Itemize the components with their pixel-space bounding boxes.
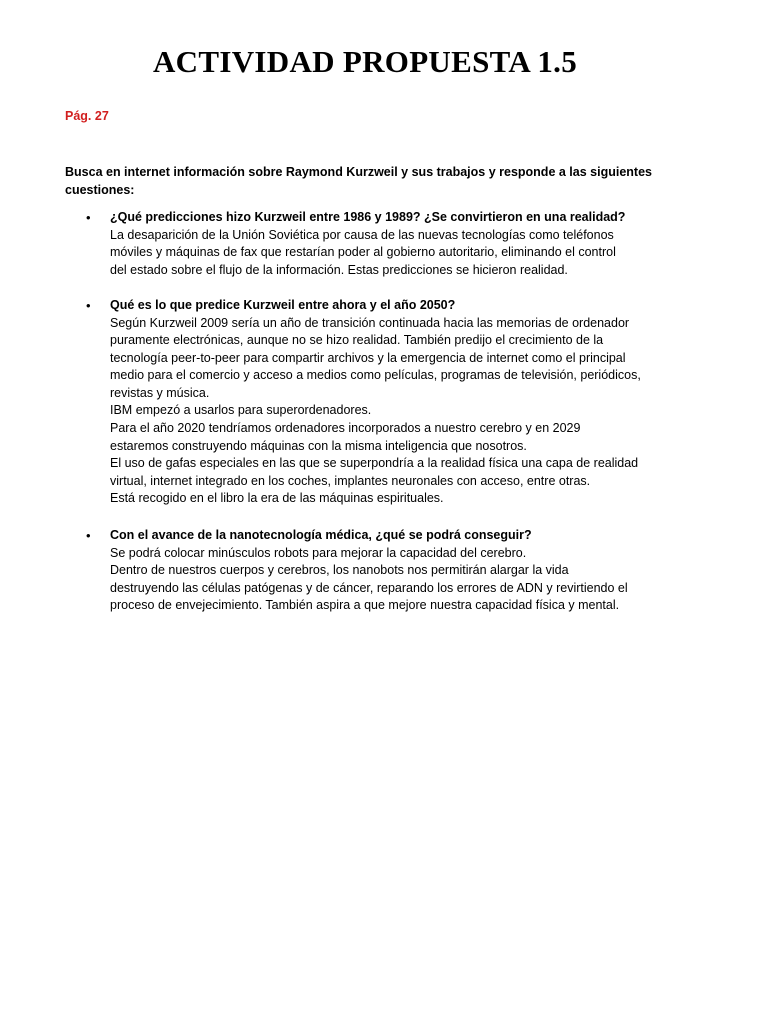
answer-line: proceso de envejecimiento. También aspira a que mejore nuestra capacidad física y mental. [110, 598, 620, 613]
answer-line: Según Kurzweil 2009 sería un año de transición continuada hacia las memorias de ordenador [110, 315, 630, 330]
answer-line: revistas y música. [110, 385, 210, 400]
answer-line: móviles y máquinas de fax que restarían poder al gobierno autoritario, eliminando el control [110, 245, 616, 260]
answer-text [110, 545, 670, 615]
answer-line: Se podrá colocar minúsculos robots para mejorar la capacidad del cerebro. [110, 545, 527, 560]
answer-line: puramente electrónicas, aunque no se hizo realidad. También predijo el crecimiento de la [110, 333, 604, 348]
question-text: Con el avance de la nanotecnología médica, ¿qué se podrá conseguir? [110, 528, 532, 542]
answer-line: La desaparición de la Unión Soviética por causa de las nuevas tecnologías como teléfonos [110, 227, 614, 242]
answer-line: IBM empezó a usarlos para superordenadores. [110, 403, 372, 418]
answer-line: virtual, internet integrado en los coches, implantes neuronales con acceso, entre otras. [110, 473, 591, 488]
answer-line: Dentro de nuestros cuerpos y cerebros, los nanobots nos permitirán alargar la vida [110, 563, 569, 578]
answer-line: tecnología peer-to-peer para compartir archivos y la emergencia de internet como el principal [110, 350, 626, 365]
answer-line: medio para el comercio y acceso a medios como películas, programas de televisión, periódicos, [110, 368, 641, 383]
answer-line: El uso de gafas especiales en las que se superpondría a la realidad física una capa de realidad [110, 456, 639, 471]
answer-text [110, 315, 670, 509]
answer-line: estaremos construyendo máquinas con la misma inteligencia que nosotros. [110, 438, 527, 453]
answer-text [110, 227, 670, 280]
document-title: ACTIVIDAD PROPUESTA 1.5 [152, 44, 577, 79]
bullet-icon: • [86, 528, 91, 543]
answer-line: Está recogido en el libro la era de las máquinas espirituales. [110, 491, 444, 506]
answer-line: del estado sobre el flujo de la información. Estas predicciones se hicieron realidad. [110, 262, 568, 277]
question-text: Qué es lo que predice Kurzweil entre ahora y el año 2050? [110, 298, 456, 312]
bullet-icon: • [86, 298, 91, 313]
answer-line: Para el año 2020 tendríamos ordenadores incorporados a nuestro cerebro y en 2029 [110, 421, 581, 436]
question-text: ¿Qué predicciones hizo Kurzweil entre 1986 y 1989? ¿Se convirtieron en una realidad? [110, 210, 626, 224]
bullet-icon: • [86, 210, 91, 225]
intro-paragraph: Busca en internet información sobre Raymond Kurzweil y sus trabajos y responde a las siguientes cuestiones: [65, 165, 652, 197]
page-reference: Pág. 27 [65, 109, 109, 123]
answer-line: destruyendo las células patógenas y de cáncer, reparando los errores de ADN y revirtiendo el [110, 580, 628, 595]
